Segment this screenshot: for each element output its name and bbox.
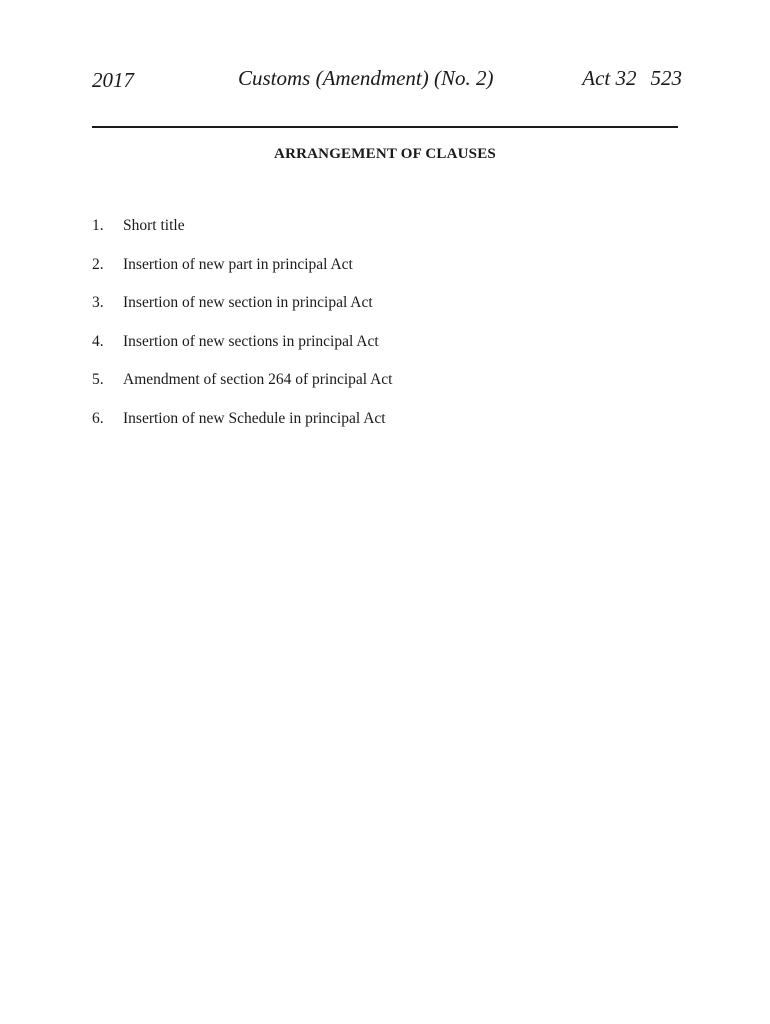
clause-text: Insertion of new sections in principal Act <box>123 332 379 350</box>
clause-number: 5. <box>92 371 104 388</box>
clause-number: 6. <box>92 409 104 427</box>
header-rule <box>92 126 678 128</box>
header-act-info <box>582 66 682 91</box>
running-header <box>92 66 682 96</box>
clause-text: Amendment of section 264 of principal Act <box>123 371 393 388</box>
clause-number: 1. <box>92 217 104 234</box>
clause-text: Insertion of new Schedule in principal Act <box>123 409 386 427</box>
header-title: Customs (Amendment) (No. 2) <box>238 66 494 90</box>
clause-number: 2. <box>92 255 104 273</box>
header-act: Act 32 <box>582 66 637 90</box>
header-page-number: 523 <box>650 66 682 90</box>
section-heading: ARRANGEMENT OF CLAUSES <box>274 146 496 162</box>
header-year: 2017 <box>92 68 134 92</box>
clause-text: Insertion of new section in principal Act <box>123 294 373 311</box>
clause-text: Insertion of new part in principal Act <box>123 255 353 273</box>
clause-number: 4. <box>92 332 104 350</box>
clause-number: 3. <box>92 294 104 311</box>
clause-text: Short title <box>123 217 185 234</box>
